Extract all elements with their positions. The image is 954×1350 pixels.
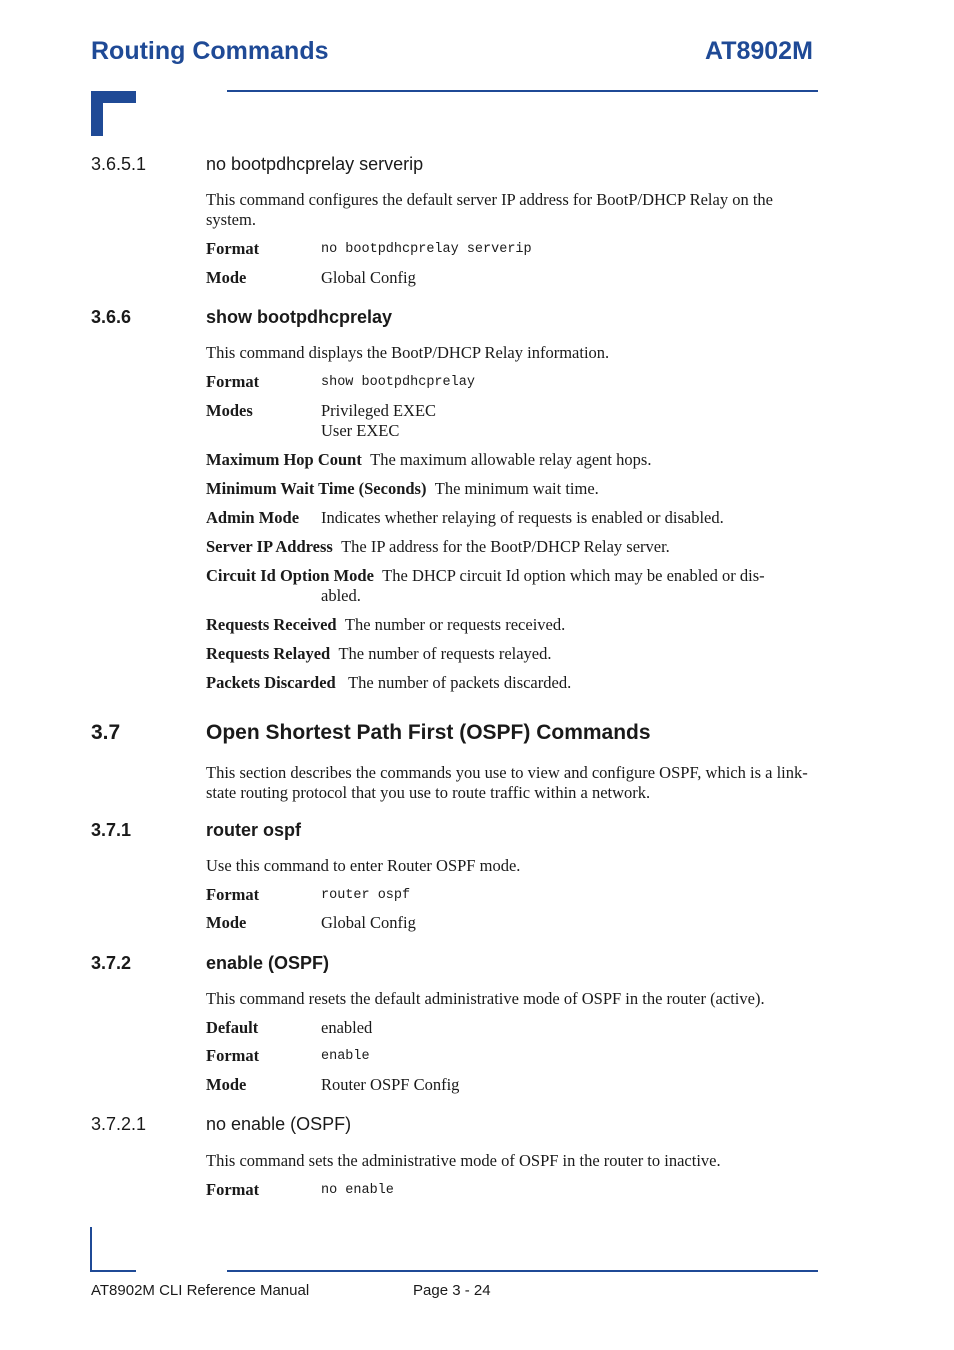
section-title: no bootpdhcprelay serverip: [206, 154, 424, 174]
mode-label: Mode: [206, 268, 247, 287]
format-value: show bootpdhcprelay: [321, 375, 475, 390]
corner-mark-bottom-horizontal: [90, 1270, 136, 1272]
field-term: Maximum Hop Count: [206, 450, 362, 469]
footer-rule: [227, 1270, 818, 1272]
footer-page-number: Page 3 - 24: [413, 1282, 491, 1299]
mode-value: Global Config: [321, 913, 416, 932]
header-right-title: AT8902M: [705, 37, 813, 65]
section-number: 3.6.5.1: [91, 154, 147, 174]
format-label: Format: [206, 885, 260, 904]
mode-value: Global Config: [321, 268, 416, 287]
field-desc-continued: abled.: [321, 586, 361, 605]
field-definition: [206, 644, 818, 664]
section-title: no enable (OSPF): [206, 1114, 352, 1134]
modes-value-1: Privileged EXEC: [321, 401, 437, 420]
section-number: 3.7: [91, 721, 121, 744]
format-label: Format: [206, 372, 260, 391]
default-value: enabled: [321, 1018, 373, 1037]
footer-manual-name: AT8902M CLI Reference Manual: [91, 1282, 310, 1299]
field-term: Admin Mode: [206, 508, 300, 527]
field-term: Circuit Id Option Mode: [206, 566, 374, 585]
section-title: router ospf: [206, 820, 302, 840]
field-definition: [206, 673, 818, 693]
field-definition: [206, 508, 818, 528]
field-definition: [206, 615, 818, 635]
field-definition: [206, 537, 818, 557]
section-title: show bootpdhcprelay: [206, 307, 393, 327]
corner-mark-bottom-vertical: [90, 1227, 92, 1272]
format-value: no bootpdhcprelay serverip: [321, 242, 532, 257]
corner-mark-top-vertical: [91, 91, 103, 136]
field-desc: The IP address for the BootP/DHCP Relay server.: [341, 537, 670, 556]
format-label: Format: [206, 239, 260, 258]
field-desc: The minimum wait time.: [434, 479, 599, 498]
mode-label: Mode: [206, 913, 247, 932]
field-desc: The number of packets discarded.: [348, 673, 572, 692]
field-desc: The number of requests relayed.: [338, 644, 552, 663]
field-term: Requests Received: [206, 615, 337, 634]
field-desc: The DHCP circuit Id option which may be enabled or dis-: [382, 566, 765, 585]
header-rule: [227, 90, 818, 92]
field-term: Requests Relayed: [206, 644, 331, 663]
format-label: Format: [206, 1180, 260, 1199]
format-value: no enable: [321, 1183, 394, 1198]
format-value: router ospf: [321, 888, 411, 903]
mode-label: Mode: [206, 1075, 247, 1094]
modes-value-2: User EXEC: [321, 421, 400, 440]
field-definition: [206, 479, 818, 499]
default-label: Default: [206, 1018, 259, 1037]
mode-value: Router OSPF Config: [321, 1075, 460, 1094]
section-number: 3.7.2: [91, 953, 132, 973]
section-number: 3.7.2.1: [91, 1114, 147, 1134]
section-description: This command resets the default administrative mode of OSPF in the router (active).: [206, 989, 765, 1008]
field-definition: [206, 450, 818, 470]
modes-label: Modes: [206, 401, 253, 420]
section-description: This section describes the commands you use to view and configure OSPF, which is a link-state routing protocol that you use to route traffic within a network.: [206, 763, 808, 802]
section-description: This command displays the BootP/DHCP Relay information.: [206, 343, 610, 362]
field-term: Packets Discarded: [206, 673, 336, 692]
format-value: enable: [321, 1049, 370, 1064]
section-description: This command sets the administrative mode of OSPF in the router to inactive.: [206, 1151, 721, 1170]
section-title: Open Shortest Path First (OSPF) Commands: [206, 721, 651, 744]
field-desc: The maximum allowable relay agent hops.: [370, 450, 652, 469]
format-label: Format: [206, 1046, 260, 1065]
field-desc: Indicates whether relaying of requests is enabled or disabled.: [321, 508, 724, 527]
section-number: 3.6.6: [91, 307, 132, 327]
section-number: 3.7.1: [91, 820, 132, 840]
section-description: Use this command to enter Router OSPF mode.: [206, 856, 521, 875]
field-desc: The number or requests received.: [344, 615, 566, 634]
field-definition: [206, 566, 818, 586]
field-term: Server IP Address: [206, 537, 333, 556]
header-left-title: Routing Commands: [91, 37, 329, 65]
field-term: Minimum Wait Time (Seconds): [206, 479, 427, 498]
section-title: enable (OSPF): [206, 953, 330, 973]
section-description: This command configures the default server IP address for BootP/DHCP Relay on the system.: [206, 190, 773, 229]
